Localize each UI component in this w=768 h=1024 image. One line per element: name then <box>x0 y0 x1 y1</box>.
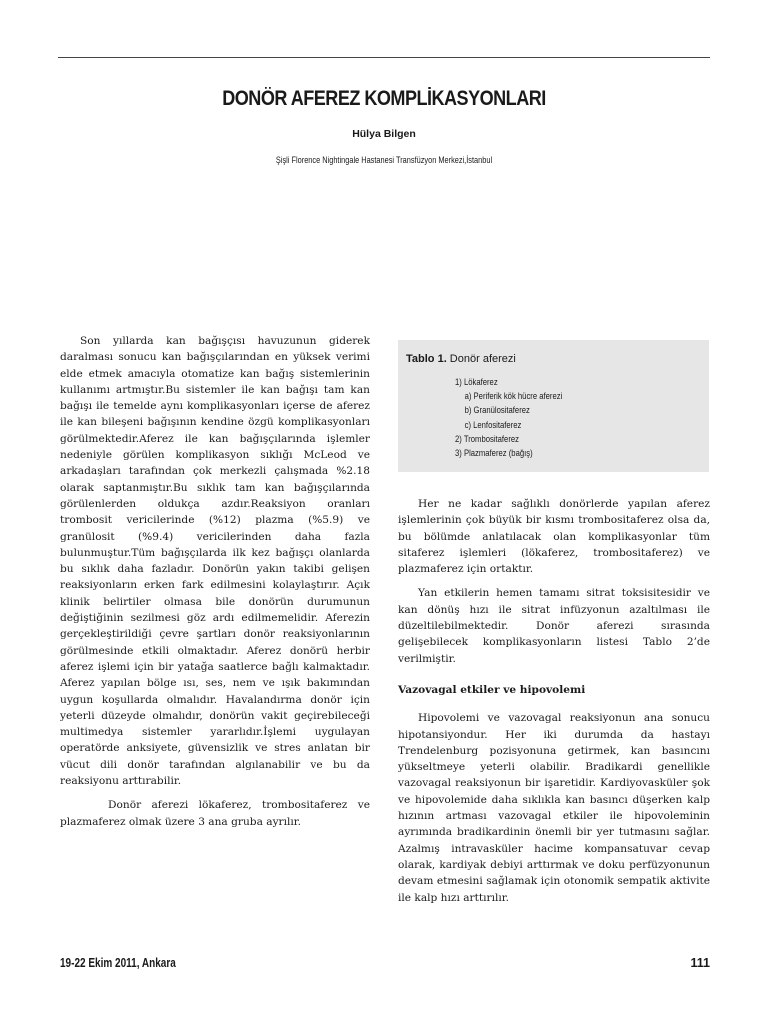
table-subitem: b) Granülositaferez <box>464 405 530 417</box>
right-paragraph-3: Hipovolemi ve vazovagal reaksiyonun ana sonucu hipotansiyondur. Her iki durumda da hastayı Trendelenburg pozisyonuna getirmek, kan basıncını yükseltmeye yeterli olabilir. Bradikardi genellikle vazovagal reaksiyonun bir işaretidir. Kardiyovasküler şok ve hipovolemide daha sıklıkla kan basıncı düşerken kalp hızının artması vazovagal etkiler ile hipovoleminin ayrımında bradikardinin önemli bir yer tutmasını sağlar. Azalmış intravasküler hacime kompansatuvar cevap olarak, kardiyak debiyi arttırmak ve doku perfüzyonunun devam etmesini sağlamak için otonomik sempatik aktivite ile kalp hızı arttırılır. <box>398 712 710 904</box>
author-affiliation: Şişli Florence Nightingale Hastanesi Transfüzyon Merkezi,İstanbul <box>275 155 493 165</box>
article-title: DONÖR AFEREZ KOMPLİKASYONLARI <box>222 87 546 110</box>
author-name: Hülya Bilgen <box>352 128 416 140</box>
table-caption-text: Donör aferezi <box>446 353 516 365</box>
table-1-box <box>398 340 709 472</box>
top-rule <box>58 57 710 58</box>
left-paragraph-1: Son yıllarda kan bağışçısı havuzunun giderek daralması sonucu kan bağışçılarından en yüksek verimi elde etmek amacıyla otomatize kan bağış sistemlerinin kullanımı artmıştır.Bu sistemler ile kan bağışı tam kan bağışı ile temelde aynı komplikasyonları içerse de aferez ile kan bileşeni bağışının kendine özgü komplikasyonları görülmektedir.Aferez ile kan bağışçılarında işlemler nedeniyle görülen komplikasyon sıklığı McLeod ve arkadaşları tarafından çok merkezli çalışmada %2.18 olarak saptanmıştır.Bu sıklık tam kan bağışçılarında görülenlerden oldukça azdır.Reaksiyon oranları trombosit vericilerinde (%12) plazma (%5.9) ve granülosit (%9.4) vericilerinden daha fazla bulunmuştur.Tüm bağışçılarda ilk kez bağışçı olanlarda bu sıklık daha fazladır. Donörün yakın takibi gelişen reaksiyonların erken fark edilmesini kolaylaştırır. Açık klinik belirtiler olmasa bile donörün durumunun değiştiğinin sezilmesi göz ardı edilmemelidir. Aferezin gerçekleştirildiği çevre şartları donör reaksiyonlarının görülmesinde etkili olmaktadır. Aferez donörü herbir aferez işlemi için bir yatağa saatlerce bağlı kalmaktadır. Aferez yapılan bölge ısı, ses, nem ve ışık bakımından uygun koşullarda olmalıdır. Havalandırma donör için yeterli düzeyde olmalıdır, donörün vakit geçirebileceği multimedya sistemler yararlıdır.İşlemi uygulayan operatörde anksiyete, güvensizlik ve stres anlatan bir vücut dili donör tarafından algılanabilir ve bu da reaksiyonu arttırabilir. <box>60 335 370 788</box>
table-caption-label: Tablo 1. <box>406 353 447 365</box>
left-column <box>60 333 370 830</box>
table-list <box>455 376 562 461</box>
table-item: 1) Lökaferez <box>455 377 498 388</box>
section-heading: Vazovagal etkiler ve hipovolemi <box>398 683 586 696</box>
table-subitem: c) Lenfositaferez <box>464 419 522 431</box>
table-subitem: a) Periferik kök hücre aferezi <box>464 391 563 403</box>
page-number: 111 <box>690 956 710 970</box>
table-item: 2) Trombositaferez <box>455 433 519 445</box>
right-paragraph-2: Yan etkilerin hemen tamamı sitrat toksisitesidir ve kan dönüş hızı ile sitrat infüzyonun azaltılması ile düzeltilebilmektedir. Donör aferezi sırasında gelişebilecek komplikasyonların listesi Tablo 2’de verilmiştir. <box>398 587 710 665</box>
right-column <box>398 496 710 906</box>
left-paragraph-2: Donör aferezi lökaferez, trombositaferez ve plazmaferez olmak üzere 3 ana gruba ayrılır. <box>60 799 370 828</box>
table-item: 3) Plazmaferez (bağış) <box>455 448 533 460</box>
footer-event-date: 19-22 Ekim 2011, Ankara <box>60 956 176 970</box>
table-caption <box>406 353 516 365</box>
right-paragraph-1: Her ne kadar sağlıklı donörlerde yapılan aferez işlemlerinin çok büyük bir kısmı trombositaferez olsa da, bu bölümde anlatılacak olan komplikasyonlar tüm sitaferez işlemleri (lökaferez, trombositaferez) ve plazmaferez için ortaktır. <box>398 498 710 576</box>
